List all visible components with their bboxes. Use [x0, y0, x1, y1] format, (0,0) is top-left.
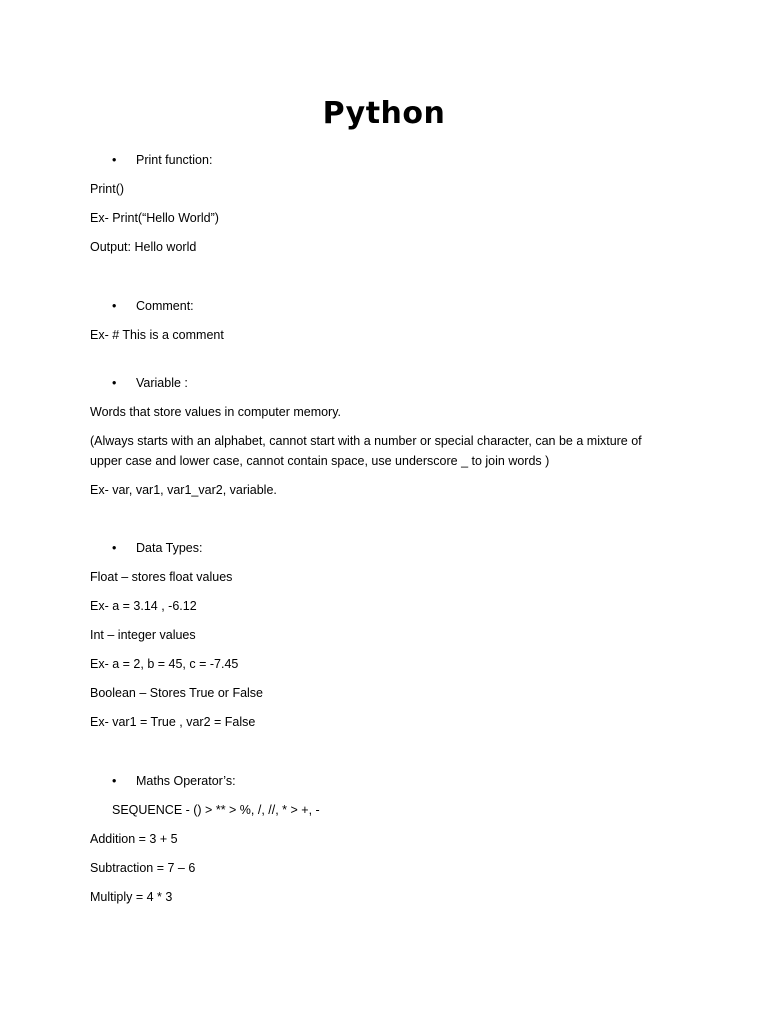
text-line: Ex- a = 3.14 , -6.12 [90, 599, 197, 613]
bullet-icon: • [112, 774, 117, 788]
page-title: Python [322, 96, 446, 131]
heading-variable: Variable : [136, 376, 188, 390]
bullet-comment [112, 296, 194, 316]
heading-maths-operators: Maths Operator’s: [136, 774, 236, 788]
text-line: Subtraction = 7 – 6 [90, 861, 196, 875]
bullet-icon: • [112, 541, 117, 555]
heading-comment: Comment: [136, 299, 194, 313]
text-line: Multiply = 4 * 3 [90, 890, 173, 904]
text-line: Words that store values in computer memory. [90, 405, 342, 419]
text-line: Boolean – Stores True or False [90, 686, 264, 700]
text-line: Ex- var1 = True , var2 = False [90, 715, 256, 729]
text-line: Int – integer values [90, 628, 196, 642]
text-line: Print() [90, 182, 125, 196]
bullet-data-types [112, 538, 202, 558]
text-line: Addition = 3 + 5 [90, 832, 178, 846]
text-paragraph: (Always starts with an alphabet, cannot start with a number or special character, can be a mixture of upper case and lower case, cannot contain space, use underscore _ to join words ) [90, 434, 642, 468]
text-line: Ex- a = 2, b = 45, c = -7.45 [90, 657, 239, 671]
bullet-icon: • [112, 299, 117, 313]
text-line: Float – stores float values [90, 570, 233, 584]
heading-print-function: Print function: [136, 153, 213, 167]
text-line: Ex- # This is a comment [90, 328, 224, 342]
operator-sequence: SEQUENCE - () > ** > %, /, //, * > +, - [112, 803, 320, 817]
text-line: Ex- var, var1, var1_var2, variable. [90, 483, 277, 497]
text-line: Output: Hello world [90, 240, 197, 254]
bullet-icon: • [112, 376, 117, 390]
bullet-variable [112, 373, 188, 393]
heading-data-types: Data Types: [136, 541, 203, 555]
bullet-print-function [112, 150, 212, 170]
bullet-maths-operators [112, 771, 236, 791]
text-line: Ex- Print(“Hello World”) [90, 211, 219, 225]
bullet-icon: • [112, 153, 117, 167]
